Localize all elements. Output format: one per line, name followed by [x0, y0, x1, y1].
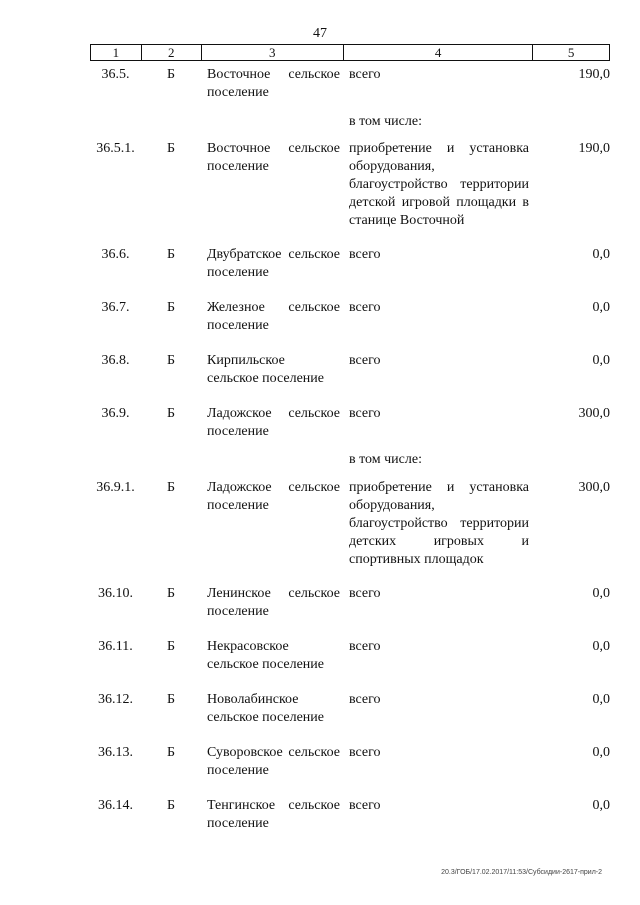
row-number: 36.5.1. — [96, 141, 135, 156]
row-value: 0,0 — [592, 586, 610, 601]
row-name: Ленинское сельское поселение — [207, 586, 340, 619]
including-label: в том числе: — [349, 452, 422, 467]
row-value: 190,0 — [578, 141, 610, 156]
row-value: 0,0 — [592, 300, 610, 315]
row-name: Ладожское сельское поселение — [207, 406, 340, 439]
row-name: Восточное сельское поселение — [207, 141, 340, 174]
row-value: 0,0 — [592, 247, 610, 262]
row-name: Кирпильское сельское поселение — [207, 353, 324, 386]
row-number: 36.10. — [98, 586, 133, 601]
row-description: всего — [349, 745, 381, 760]
row-value: 0,0 — [592, 353, 610, 368]
row-name: Суворовское сельское поселение — [207, 745, 340, 778]
row-description: всего — [349, 300, 381, 315]
page-number: 47 — [313, 26, 327, 41]
row-value: 300,0 — [578, 406, 610, 421]
row-value: 0,0 — [592, 798, 610, 813]
header-col-3: 3 — [202, 45, 344, 60]
row-category: Б — [166, 141, 176, 156]
row-number: 36.14. — [98, 798, 133, 813]
row-category: Б — [166, 300, 176, 315]
row-description: приобретение и установка оборудования, благоустройство территории детской игровой площадки в станице Восточной — [349, 141, 529, 228]
row-name: Ладожское сельское поселение — [207, 480, 340, 513]
row-value: 300,0 — [578, 480, 610, 495]
row-number: 36.12. — [98, 692, 133, 707]
header-col-4: 4 — [344, 45, 533, 60]
header-col-2: 2 — [142, 45, 202, 60]
row-name: Железное сельское поселение — [207, 300, 340, 333]
row-name: Тенгинское сельское поселение — [207, 798, 340, 831]
row-value: 0,0 — [592, 692, 610, 707]
row-description: всего — [349, 798, 381, 813]
row-description: всего — [349, 639, 381, 654]
row-category: Б — [166, 67, 176, 82]
header-col-1: 1 — [91, 45, 142, 60]
row-name: Восточное сельское поселение — [207, 67, 340, 100]
row-number: 36.7. — [101, 300, 130, 315]
row-name: Некрасовское сельское поселение — [207, 639, 324, 672]
row-category: Б — [166, 247, 176, 262]
row-category: Б — [166, 798, 176, 813]
table-header — [90, 44, 610, 61]
row-number: 36.11. — [98, 639, 133, 654]
row-value: 190,0 — [578, 67, 610, 82]
row-description: всего — [349, 67, 381, 82]
row-category: Б — [166, 353, 176, 368]
row-category: Б — [166, 586, 176, 601]
header-col-5: 5 — [567, 45, 575, 60]
row-description: всего — [349, 692, 381, 707]
row-number: 36.6. — [101, 247, 130, 262]
row-name: Двубратское сельское поселение — [207, 247, 340, 280]
row-category: Б — [166, 639, 176, 654]
row-category: Б — [166, 745, 176, 760]
row-description: приобретение и установка оборудования, благоустройство территории детских игровых и спортивных площадок — [349, 480, 529, 567]
row-number: 36.9. — [101, 406, 130, 421]
row-description: всего — [349, 586, 381, 601]
row-description: всего — [349, 406, 381, 421]
row-name: Новолабинское сельское поселение — [207, 692, 324, 725]
row-number: 36.5. — [101, 67, 130, 82]
document-footer: 20.3/ГОБ/17.02.2017/11:53/Субсидии-2617-прил-2 — [441, 869, 602, 876]
row-value: 0,0 — [592, 745, 610, 760]
row-number: 36.13. — [98, 745, 133, 760]
row-number: 36.9.1. — [96, 480, 135, 495]
including-label: в том числе: — [349, 114, 422, 129]
row-number: 36.8. — [101, 353, 130, 368]
row-description: всего — [349, 247, 381, 262]
row-value: 0,0 — [592, 639, 610, 654]
row-category: Б — [166, 480, 176, 495]
row-category: Б — [166, 406, 176, 421]
row-description: всего — [349, 353, 381, 368]
row-category: Б — [166, 692, 176, 707]
